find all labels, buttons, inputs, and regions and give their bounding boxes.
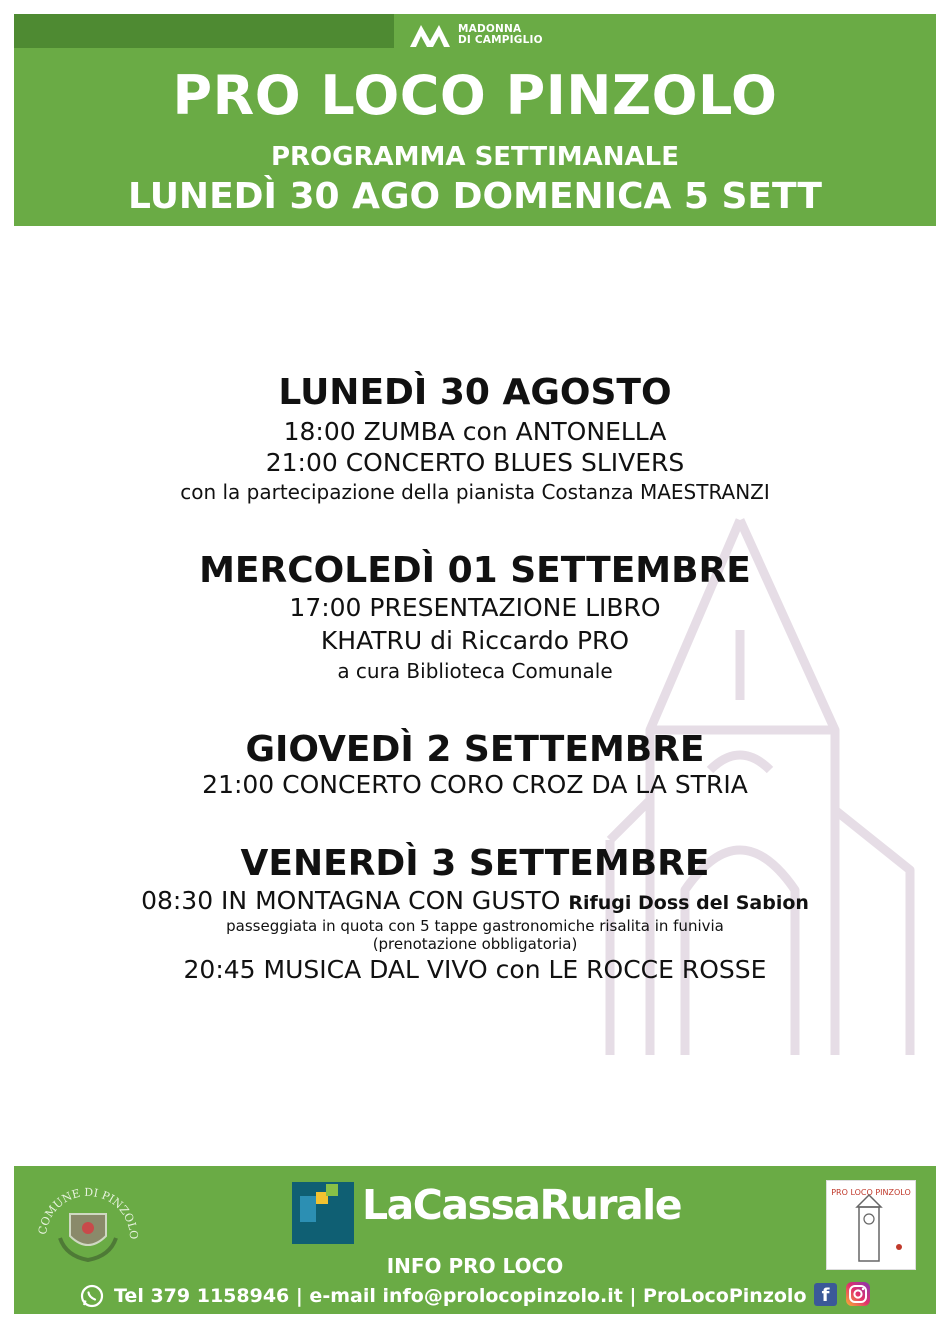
day-block-thursday	[14, 729, 936, 799]
event-location: Rifugi Doss del Sabion	[568, 892, 809, 914]
event-line: KHATRU di Riccardo PRO	[320, 626, 630, 655]
brand-text	[458, 24, 543, 46]
day-title: GIOVEDÌ 2 SETTEMBRE	[245, 729, 705, 770]
seal-text: COMUNE DI PINZOLO	[36, 1185, 140, 1240]
event-line: 21:00 CONCERTO CORO CROZ DA LA STRIA	[202, 770, 748, 799]
event-line: 20:45 MUSICA DAL VIVO con LE ROCCE ROSSE	[183, 955, 767, 984]
day-title: MERCOLEDÌ 01 SETTEMBRE	[199, 550, 751, 591]
event-note: (prenotazione obbligatoria)	[372, 935, 578, 953]
day-block-monday	[14, 372, 936, 504]
date-range: LUNEDÌ 30 AGO DOMENICA 5 SETT	[128, 176, 822, 217]
event-line: 17:00 PRESENTAZIONE LIBRO	[289, 593, 661, 622]
contact-line	[80, 1282, 807, 1310]
facebook-icon[interactable]: f	[814, 1283, 837, 1306]
day-title: VENERDÌ 3 SETTEMBRE	[240, 843, 710, 884]
bank-name: LaCassaRurale	[362, 1181, 682, 1229]
event-text: 08:30 IN MONTAGNA CON GUSTO	[141, 886, 561, 915]
header-strip	[14, 14, 394, 48]
mountain-logo-icon	[408, 21, 452, 49]
instagram-icon[interactable]	[846, 1282, 870, 1306]
subtitle: PROGRAMMA SETTIMANALE	[270, 142, 679, 172]
page-title: PRO LOCO PINZOLO	[172, 64, 778, 127]
proloco-logo-text: PRO LOCO PINZOLO	[831, 1188, 911, 1197]
whatsapp-icon[interactable]	[80, 1284, 104, 1308]
event-line	[14, 886, 936, 915]
comune-seal-icon	[36, 1178, 140, 1266]
madonna-di-campiglio-logo	[408, 20, 543, 50]
event-note: a cura Biblioteca Comunale	[337, 659, 613, 683]
cassa-rurale-logo-icon	[292, 1182, 354, 1244]
day-title: LUNEDÌ 30 AGOSTO	[278, 372, 672, 413]
day-block-wednesday	[14, 550, 936, 683]
brand-line1: MADONNA	[458, 23, 522, 35]
event-note: con la partecipazione della pianista Costanza MAESTRANZI	[180, 480, 770, 504]
contact-text[interactable]: Tel 379 1158946 | e-mail info@prolocopinzolo.it | ProLocoPinzolo	[114, 1285, 807, 1307]
event-note: passeggiata in quota con 5 tappe gastronomiche risalita in funivia	[226, 917, 724, 935]
event-line: 21:00 CONCERTO BLUES SLIVERS	[265, 448, 685, 477]
day-block-friday	[14, 843, 936, 984]
brand-line2: DI CAMPIGLIO	[458, 34, 543, 46]
info-title: INFO PRO LOCO	[386, 1254, 564, 1278]
event-line: 18:00 ZUMBA con ANTONELLA	[283, 417, 667, 446]
